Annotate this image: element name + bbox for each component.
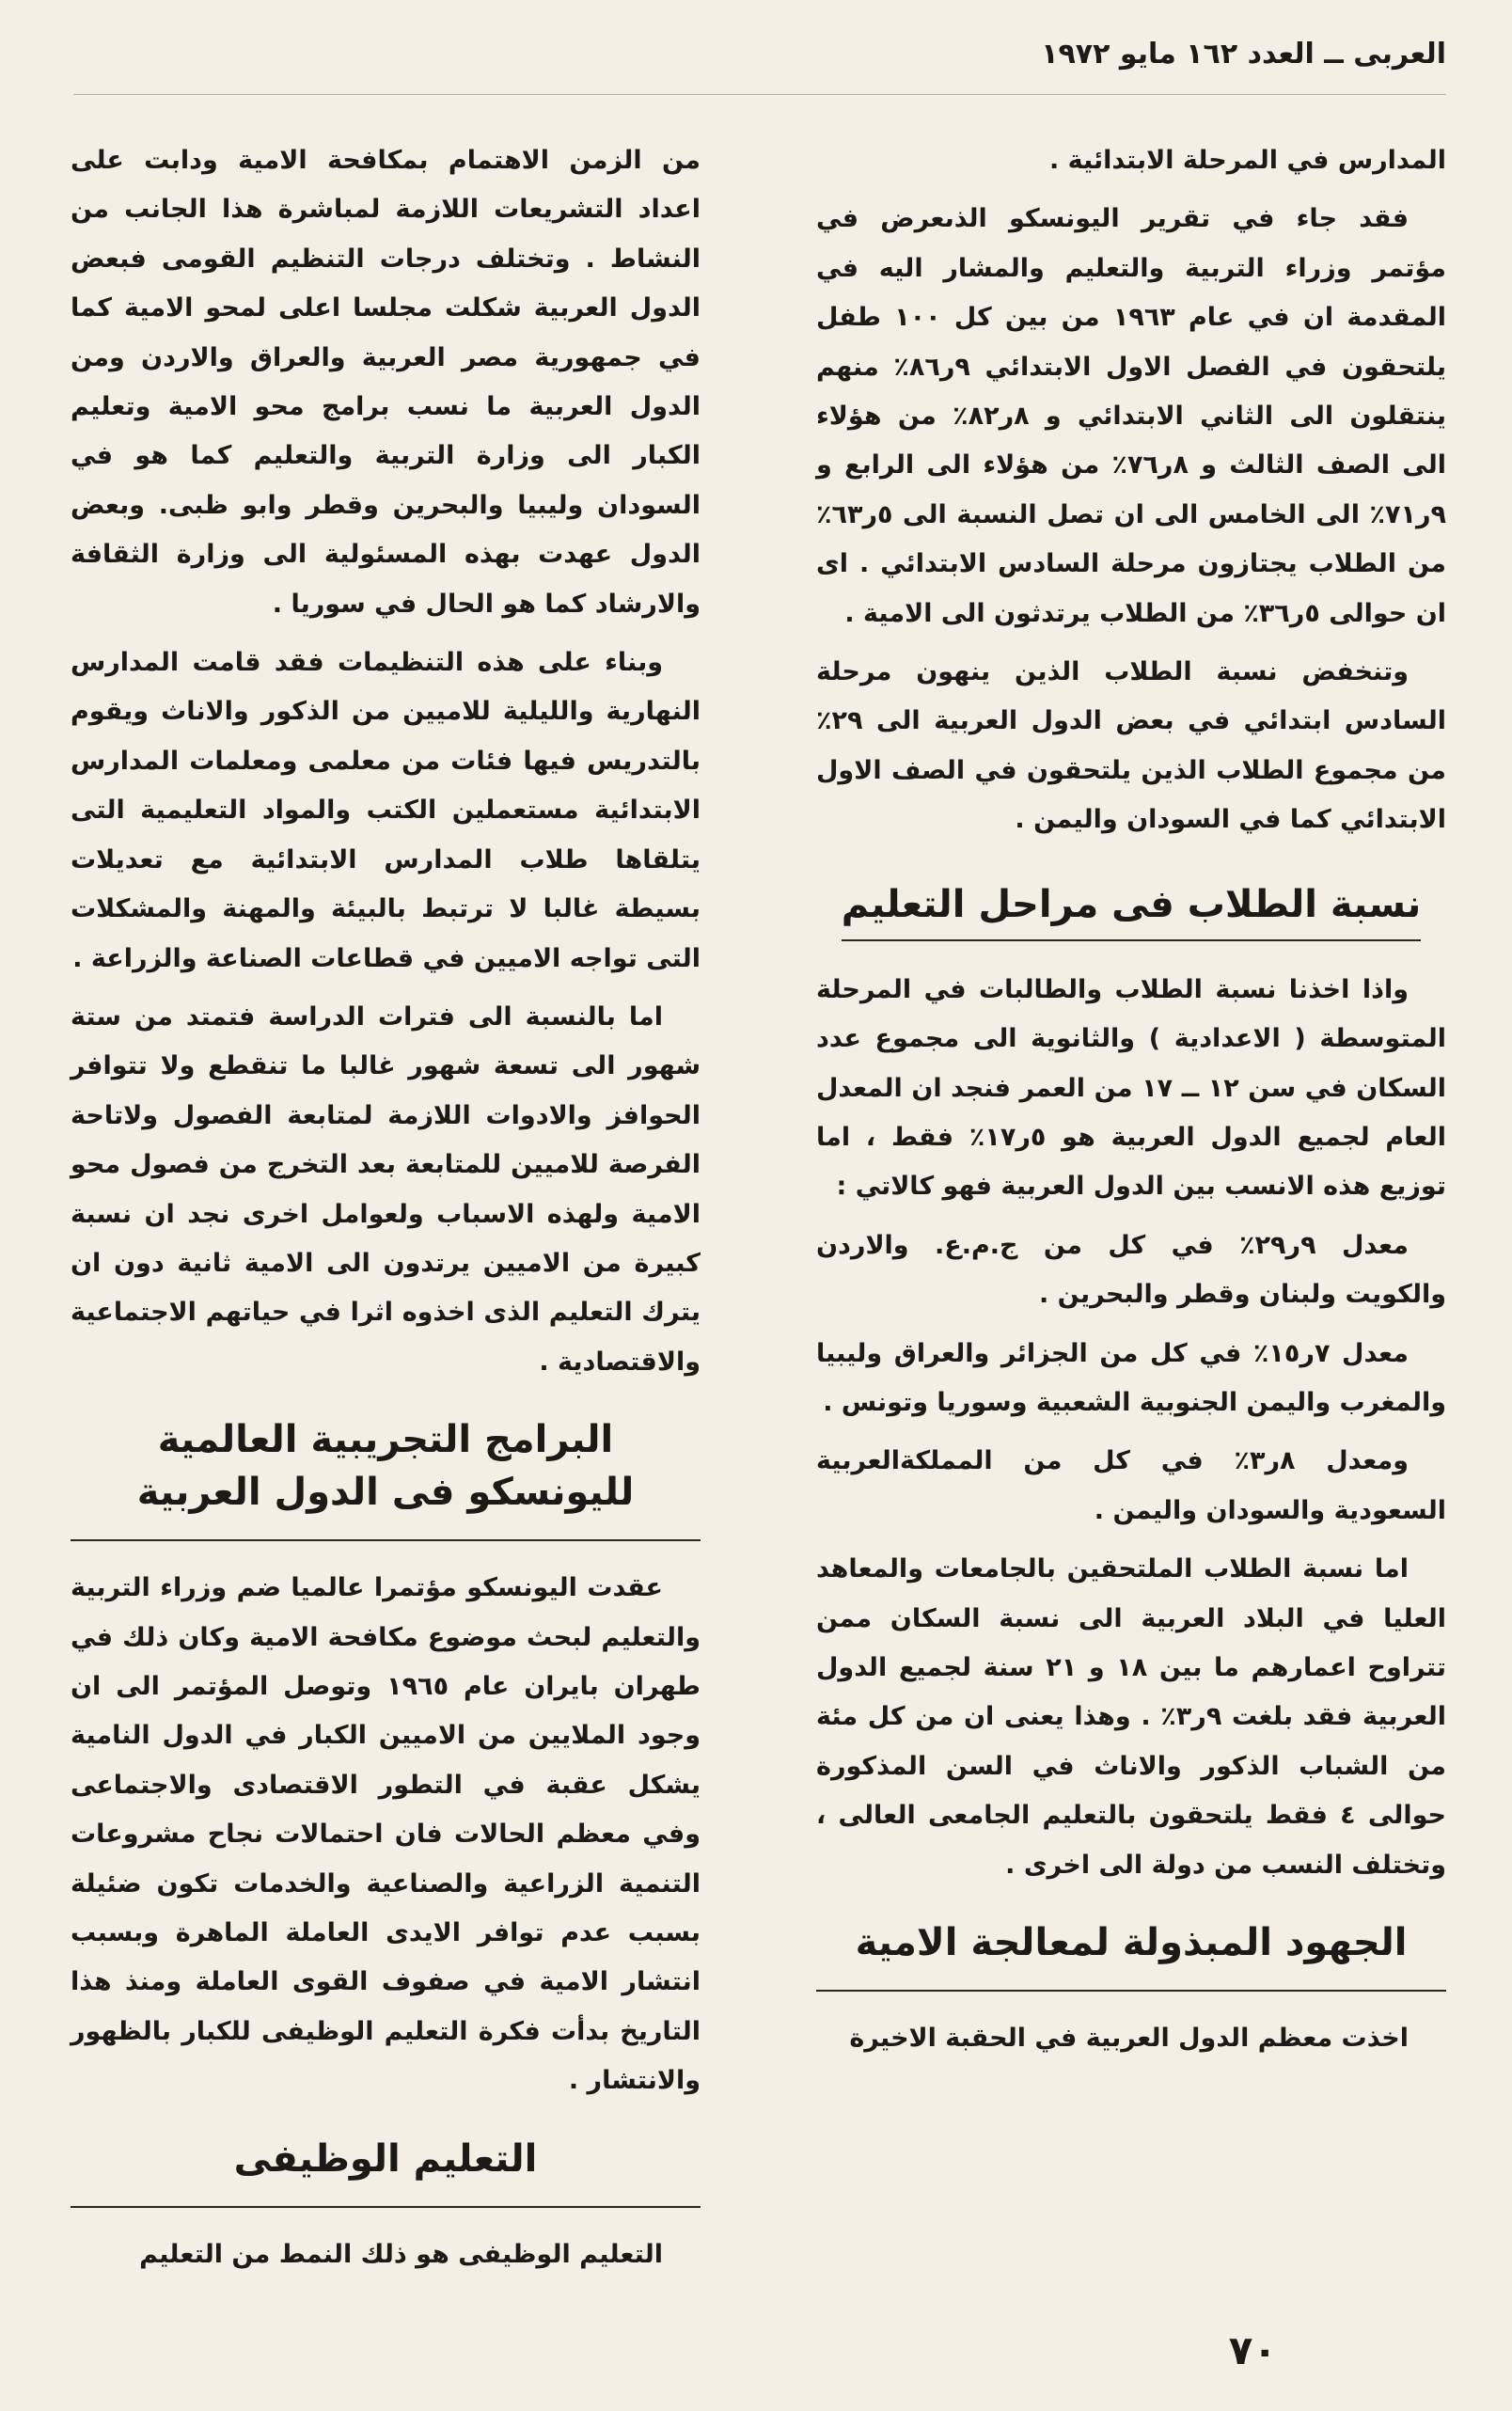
section-heading xyxy=(816,879,1446,941)
paragraph: اما نسبة الطلاب الملتحقين بالجامعات والمعاهد العليا في البلاد العربية الى نسبة السكان ممن تتراوح اعمارهم ما بين ١٨ و ٢١ سنة لجميع الدول العربية فقد بلغت ٩ر٣٪ . وهذا يعنى ان من كل مئة من الشباب الذكور والاناث في السن المذكورة حوالى ٤ فقط يلتحقون بالتعليم الجامعى العالى ، وتختلف النسب من دولة الى اخرى . xyxy=(816,1554,1446,1880)
right-column xyxy=(816,136,1446,2063)
paragraph: معدل ٧ر١٥٪ في كل من الجزائر والعراق وليبيا والمغرب واليمن الجنوبية الشعبية وسوريا وتونس . xyxy=(816,1338,1446,1417)
paragraph: اما بالنسبة الى فترات الدراسة فتمتد من ستة شهور الى تسعة شهور غالبا ما تنقطع ولا تتوافر الحوافز والادوات اللازمة لمتابعة الفصول ولاتاحة الفرصة للاميين للمتابعة بعد التخرج من فصول محو الامية ولهذه الاسباب ولعوامل اخرى نجد ان نسبة كبيرة من الاميين يرتدون الى الامية ثانية دون ان يترك التعليم الذى اخذوه اثرا في حياتهم الاجتماعية والاقتصادية . xyxy=(71,1001,701,1377)
paragraph: ومعدل ٨ر٣٪ في كل من المملكةالعربية السعودية والسودان واليمن . xyxy=(816,1446,1446,1525)
heading-rule xyxy=(816,1990,1446,1992)
page-number: ٧٠ xyxy=(1228,2327,1277,2373)
heading-rule xyxy=(71,2206,701,2208)
paragraph: واذا اخذنا نسبة الطلاب والطالبات في المرحلة المتوسطة ( الاعدادية ) والثانوية الى مجموع عدد السكان في سن ١٢ ــ ١٧ من العمر فنجد ان المعدل العام لجميع الدول العربية هو ٥ر١٧٪ فقط ، اما توزيع هذه الانسب بين الدول العربية فهو كالاتي : xyxy=(816,974,1447,1202)
paragraph: معدل ٩ر٢٩٪ في كل من ج.م.ع. والاردن والكويت ولبنان وقطر والبحرين . xyxy=(816,1230,1446,1310)
paragraph: المدارس في المرحلة الابتدائية . xyxy=(1048,146,1446,175)
section-heading: التعليم الوظيفى xyxy=(233,2136,538,2181)
paragraph: فقد جاء في تقرير اليونسكو الذىعرض في مؤتمر وزراء التربية والتعليم والمشار اليه في المقدمة ان في عام ١٩٦٣ من بين كل ١٠٠ طفل يلتحقون في الفصل الاول الابتدائي ٩ر٨٦٪ منهم ينتقلون الى الثاني الابتدائي و ٨ر٨٢٪ من هؤلاء الى الصف الثالث و ٨ر٧٦٪ من هؤلاء الى الرابع و ٩ر٧١٪ الى الخامس الى ان تصل النسبة الى ٥ر٦٣٪ من الطلاب يجتازون مرحلة السادس الابتدائي . اى ان حوالى ٥ر٣٦٪ من الطلاب يرتدثون الى الامية . xyxy=(816,204,1446,628)
running-header: العربى ــ العدد ١٦٢ مايو ١٩٧٢ xyxy=(1041,38,1446,71)
left-column xyxy=(71,136,701,2279)
paragraph: التعليم الوظيفى هو ذلك النمط من التعليم xyxy=(139,2239,663,2269)
paragraph: اخذت معظم الدول العربية في الحقبة الاخيرة xyxy=(849,2024,1409,2053)
header-rule xyxy=(73,94,1446,95)
paragraph: عقدت اليونسكو مؤتمرا عالميا ضم وزراء التربية والتعليم لبحث موضوع مكافحة الامية وكان ذلك في طهران بايران عام ١٩٦٥ وتوصل المؤتمر الى ان وجود الملايين من الاميين الكبار في الدول النامية يشكل عقبة في التطور الاقتصادى والاجتماعى وفي معظم الحالات فان احتمالات نجاح مشروعات التنمية الزراعية والصناعية والخدمات تكون ضئيلة بسبب عدم توافر الايدى العاملة الماهرة وبسبب انتشار الامية في صفوف القوى العاملة ومنذ هذا التاريخ بدأت فكرة التعليم الوظيفى للكبار بالظهور والانتشار . xyxy=(71,1573,701,2096)
paragraph: من الزمن الاهتمام بمكافحة الامية ودابت على اعداد التشريعات اللازمة لمباشرة هذا الجانب من النشاط . وتختلف درجات التنظيم القومى فبعض الدول العربية شكلت مجلسا اعلى لمحو الامية كما في جمهورية مصر العربية والعراق والاردن ومن الدول العربية ما نسب برامج محو الامية وتعليم الكبار الى وزارة التربية والتعليم كما هو في السودان وليبيا والبحرين وقطر وابو ظبى. وبعض الدول عهدت بهذه المسئولية الى وزارة الثقافة والارشاد كما هو الحال في سوريا . xyxy=(71,146,701,619)
section-heading: البرامج التجريبية العالمية لليونسكو فى الدول العربية xyxy=(136,1418,635,1515)
paragraph: وتنخفض نسبة الطلاب الذين ينهون مرحلة السادس ابتدائي في بعض الدول العربية الى ٢٩٪ من مجموع الطلاب الذين يلتحقون في الصف الاول الابتدائي كما في السودان واليمن . xyxy=(816,657,1446,835)
section-heading-text: نسبة الطلاب فى مراحل التعليم xyxy=(842,879,1421,941)
heading-rule xyxy=(71,1539,701,1541)
paragraph: وبناء على هذه التنظيمات فقد قامت المدارس النهارية والليلية للاميين من الذكور والاناث ويقوم بالتدريس فيها فئات من معلمى ومعلمات المدارس الابتدائية مستعملين الكتب والمواد التعليمية التى يتلقاها طلاب المدارس الابتدائية مع تعديلات بسيطة غالبا لا ترتبط بالبيئة والمهنة والمشكلات التى تواجه الاميين في قطاعات الصناعة والزراعة . xyxy=(71,648,701,973)
section-heading: الجهود المبذولة لمعالجة الامية xyxy=(855,1921,1408,1964)
